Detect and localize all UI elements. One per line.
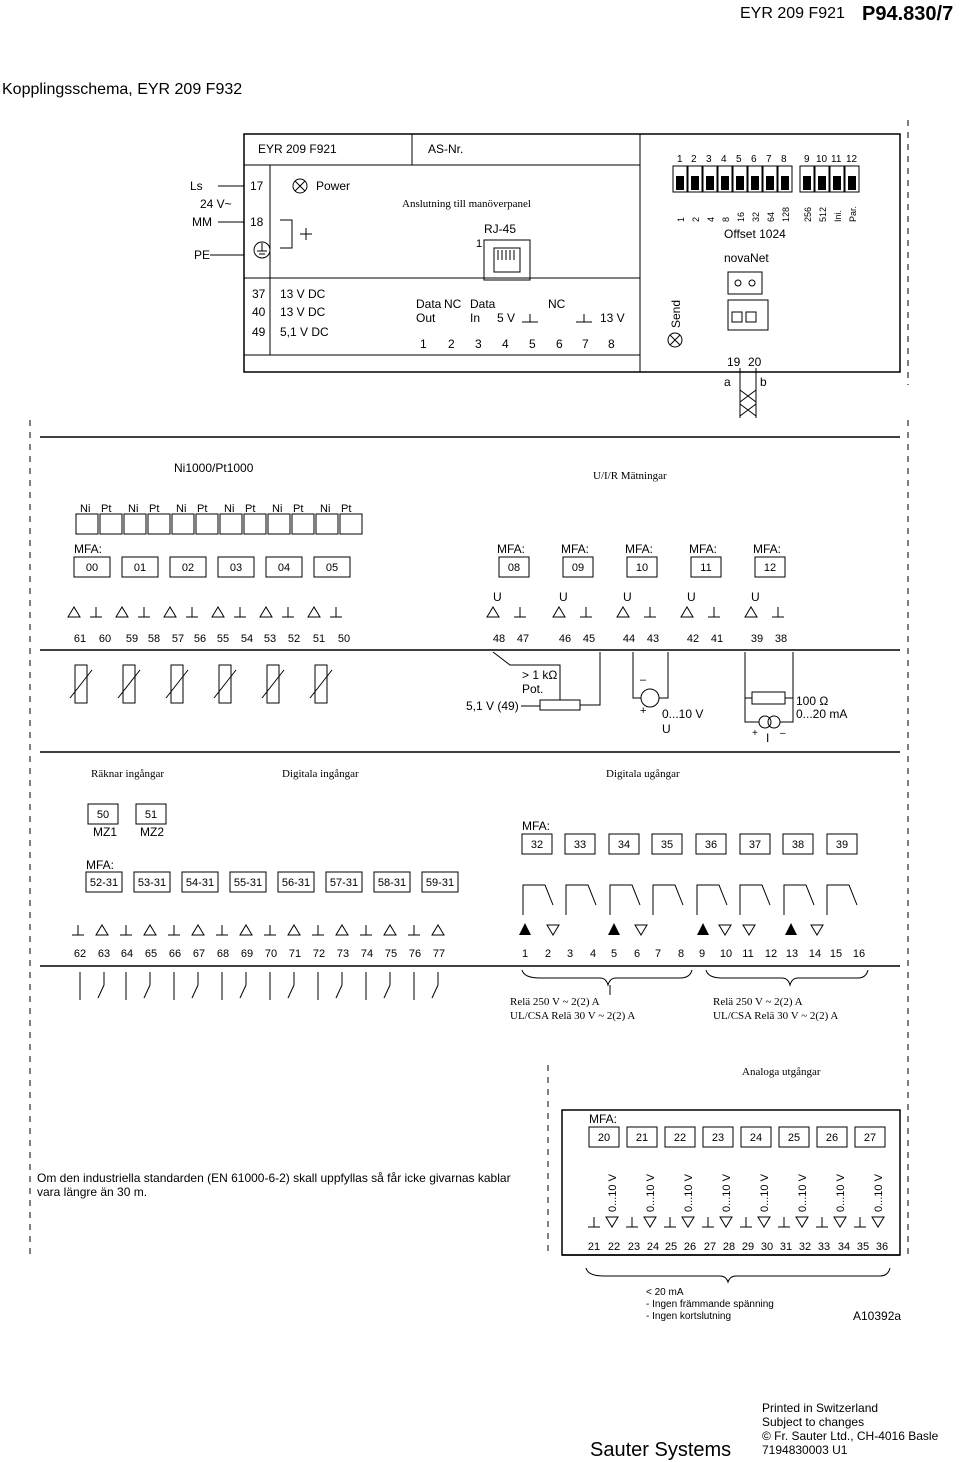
- terminal: 44: [622, 633, 636, 645]
- mfa-box-label: 00: [85, 562, 99, 574]
- label-ls: Ls: [190, 179, 203, 193]
- mfa-box-label: 01: [133, 562, 147, 574]
- dip-value: 512: [818, 206, 828, 222]
- terminal: 68: [216, 948, 230, 960]
- dip-value: Ini.: [833, 209, 843, 222]
- measurement-title: U/I/R Mätningar: [593, 470, 667, 482]
- u-label: U: [493, 590, 502, 604]
- u-range-label: 0...10 V: [662, 707, 704, 721]
- terminal: 5: [610, 948, 618, 960]
- terminal-19: 19: [727, 355, 741, 369]
- ao-range: 0...10 V: [797, 1174, 809, 1212]
- mz1-label: MZ1: [93, 825, 117, 839]
- dip-value: 16: [736, 211, 746, 222]
- ni-label: Ni: [224, 503, 235, 515]
- sensor-title: Ni1000/Pt1000: [174, 461, 254, 475]
- dip-value: 128: [781, 206, 791, 222]
- terminal: 26: [683, 1241, 697, 1253]
- terminal: 29: [741, 1241, 755, 1253]
- pt-label: Pt: [197, 503, 208, 515]
- label-mm: MM: [192, 215, 212, 229]
- rj45-label: RJ-45: [484, 222, 517, 236]
- terminal-37: 37: [252, 287, 266, 301]
- power-label: Power: [316, 179, 351, 193]
- mfa-box-label: 10: [635, 562, 649, 574]
- terminal: 56: [193, 633, 207, 645]
- v5-label: 5 V: [497, 311, 516, 325]
- digital-out-title: Digitala ugångar: [606, 768, 680, 780]
- terminal: 39: [750, 633, 764, 645]
- pin: 6: [556, 337, 563, 351]
- din-box-label: 57-31: [329, 877, 359, 889]
- ao-range: 0...10 V: [835, 1174, 847, 1212]
- mfa-label: MFA:: [753, 542, 782, 556]
- terminal: 35: [856, 1241, 870, 1253]
- footer-line: 7194830003 U1: [762, 1443, 848, 1457]
- mfa-box-label: 05: [325, 562, 339, 574]
- rj45-pin1: 1: [476, 238, 483, 250]
- dout-box-label: 35: [660, 839, 674, 851]
- terminal: 61: [73, 633, 87, 645]
- terminal: 70: [264, 948, 278, 960]
- v13-dc-b: 13 V DC: [280, 305, 326, 319]
- terminal: 24: [646, 1241, 660, 1253]
- pt-label: Pt: [293, 503, 304, 515]
- header-doc-code: P94.830/7: [862, 3, 954, 25]
- terminal: 50: [337, 633, 351, 645]
- terminal: 67: [192, 948, 206, 960]
- bus-a: a: [724, 375, 731, 389]
- terminal: 1: [521, 948, 529, 960]
- digital-in-title: Digitala ingångar: [282, 768, 359, 780]
- minus-label: –: [780, 728, 786, 739]
- ao-box-label: 27: [863, 1132, 877, 1144]
- dout-box-label: 34: [617, 839, 631, 851]
- terminal: 75: [384, 948, 398, 960]
- dip-value: 64: [766, 211, 776, 222]
- dip-value: 1: [676, 216, 686, 222]
- pin: 1: [420, 337, 427, 351]
- ao-note-line: - Ingen främmande spänning: [646, 1299, 774, 1310]
- din-box-label: 54-31: [185, 877, 215, 889]
- pot-min-label: > 1 kΩ: [522, 668, 558, 682]
- dout-box-label: 32: [530, 839, 544, 851]
- dip-label: 4: [721, 154, 727, 165]
- terminal: 71: [288, 948, 302, 960]
- din-box-label: 56-31: [281, 877, 311, 889]
- dip-value: 4: [706, 216, 716, 222]
- terminal-18: 18: [250, 215, 264, 229]
- ao-range: 0...10 V: [873, 1174, 885, 1212]
- plus-label: +: [640, 705, 647, 717]
- ao-range: 0...10 V: [683, 1174, 695, 1212]
- terminal-20: 20: [748, 355, 762, 369]
- terminal: 53: [263, 633, 277, 645]
- page-title: Kopplingsschema, EYR 209 F932: [2, 81, 243, 98]
- relay-a-line2: UL/CSA Relä 30 V ~ 2(2) A: [510, 1010, 636, 1022]
- terminal: 23: [627, 1241, 641, 1253]
- u-label: U: [751, 590, 760, 604]
- terminal: 8: [677, 948, 685, 960]
- mfa-box-label: 04: [277, 562, 291, 574]
- terminal: 12: [764, 948, 778, 960]
- dip-value: 256: [803, 206, 813, 222]
- u-label: U: [559, 590, 568, 604]
- unit-as-nr: AS-Nr.: [428, 142, 464, 156]
- label-pe: PE: [194, 248, 211, 262]
- din-box-label: 58-31: [377, 877, 407, 889]
- relay-b-line2: UL/CSA Relä 30 V ~ 2(2) A: [713, 1010, 839, 1022]
- mfa-label: MFA:: [625, 542, 654, 556]
- norm-note-line2: vara längre än 30 m.: [37, 1185, 148, 1199]
- ni-label: Ni: [320, 503, 331, 515]
- terminal: 55: [216, 633, 230, 645]
- terminal: 69: [240, 948, 254, 960]
- u-label: U: [687, 590, 696, 604]
- ao-range: 0...10 V: [607, 1174, 619, 1212]
- terminal: 14: [808, 948, 822, 960]
- dip-label: 8: [781, 154, 787, 165]
- terminal: 42: [686, 633, 700, 645]
- mfa-label: MFA:: [74, 542, 103, 556]
- terminal: 63: [97, 948, 111, 960]
- v51-dc: 5,1 V DC: [280, 325, 329, 339]
- terminal: 27: [703, 1241, 717, 1253]
- mfa-box-label: 11: [700, 562, 712, 574]
- mfa-label: MFA:: [689, 542, 718, 556]
- data-in-2: In: [470, 311, 481, 325]
- dip-label: 7: [766, 154, 772, 165]
- terminal: 58: [147, 633, 161, 645]
- terminal-49: 49: [252, 325, 266, 339]
- norm-note-line1: Om den industriella standarden (EN 61000-6-2) skall uppfyllas så får icke givarnas kablar: [37, 1171, 511, 1185]
- terminal: 62: [73, 948, 87, 960]
- ao-range: 0...10 V: [759, 1174, 771, 1212]
- dip-label: 5: [736, 154, 742, 165]
- ao-range: 0...10 V: [645, 1174, 657, 1212]
- ao-box-label: 25: [787, 1132, 801, 1144]
- mfa-label: MFA:: [589, 1112, 618, 1126]
- terminal: 74: [360, 948, 374, 960]
- dout-box-label: 37: [748, 839, 762, 851]
- pin: 4: [502, 337, 509, 351]
- din-box-label: 55-31: [233, 877, 263, 889]
- terminal: 7: [654, 948, 662, 960]
- terminal: 13: [785, 948, 799, 960]
- pin: 2: [448, 337, 455, 351]
- dip-value: 2: [691, 216, 701, 222]
- terminal: 73: [336, 948, 350, 960]
- pt-label: Pt: [101, 503, 112, 515]
- terminal: 45: [582, 633, 596, 645]
- dip-value: 8: [721, 216, 731, 222]
- mfa-label: MFA:: [497, 542, 526, 556]
- terminal: 30: [760, 1241, 774, 1253]
- dip-label: 10: [816, 154, 828, 165]
- header-model: EYR 209 F921: [740, 5, 845, 22]
- novanet-label: novaNet: [724, 251, 769, 265]
- footer-line: Printed in Switzerland: [762, 1401, 879, 1415]
- dip-label: 9: [804, 154, 810, 165]
- pin: 3: [475, 337, 482, 351]
- terminal: 59: [125, 633, 139, 645]
- plus-label: +: [752, 728, 758, 739]
- bus-b: b: [760, 375, 767, 389]
- pin: 7: [582, 337, 589, 351]
- u-label: U: [623, 590, 632, 604]
- unit-model: EYR 209 F921: [258, 142, 337, 156]
- minus-label: –: [640, 674, 647, 686]
- terminal: 64: [120, 948, 134, 960]
- terminal: 66: [168, 948, 182, 960]
- terminal: 16: [852, 948, 866, 960]
- relay-a-line1: Relä 250 V ~ 2(2) A: [510, 996, 600, 1008]
- terminal: 2: [544, 948, 552, 960]
- terminal: 28: [722, 1241, 736, 1253]
- nc-1: NC: [444, 297, 462, 311]
- terminal: 3: [566, 948, 574, 960]
- terminal: 76: [408, 948, 422, 960]
- footer-line: © Fr. Sauter Ltd., CH-4016 Basle: [762, 1429, 939, 1443]
- dip-label: 11: [831, 154, 842, 165]
- dout-box-label: 39: [835, 839, 849, 851]
- dout-box-label: 38: [791, 839, 805, 851]
- din-box-label: 53-31: [137, 877, 167, 889]
- analog-title: Analoga utgångar: [742, 1066, 821, 1078]
- ao-box-label: 24: [749, 1132, 763, 1144]
- dip-value: Par.: [848, 205, 858, 222]
- send-label: Send: [669, 299, 683, 328]
- mfa-box-label: 12: [763, 562, 777, 574]
- terminal: 57: [171, 633, 185, 645]
- mfa-label: MFA:: [561, 542, 590, 556]
- footer-line: Subject to changes: [762, 1415, 865, 1429]
- ni-label: Ni: [272, 503, 283, 515]
- terminal: 15: [829, 948, 843, 960]
- terminal: 6: [633, 948, 641, 960]
- dip-label: 6: [751, 154, 757, 165]
- ao-range: 0...10 V: [721, 1174, 733, 1212]
- ao-box-label: 26: [825, 1132, 839, 1144]
- dout-box-label: 36: [704, 839, 718, 851]
- pt-label: Pt: [149, 503, 160, 515]
- terminal: 77: [432, 948, 446, 960]
- ao-box-label: 23: [711, 1132, 725, 1144]
- counter-title: Räknar ingångar: [91, 768, 164, 780]
- v13-label: 13 V: [600, 311, 625, 325]
- terminal: 21: [587, 1241, 601, 1253]
- i-symbol: I: [766, 731, 770, 745]
- terminal: 31: [779, 1241, 793, 1253]
- v13-dc-a: 13 V DC: [280, 287, 326, 301]
- terminal: 54: [240, 633, 254, 645]
- pt-label: Pt: [341, 503, 352, 515]
- terminal: 52: [287, 633, 301, 645]
- ao-box-label: 22: [673, 1132, 687, 1144]
- brand-name: Sauter Systems: [590, 1439, 732, 1461]
- data-out-2: Out: [416, 311, 436, 325]
- terminal: 11: [742, 948, 754, 960]
- terminal: 25: [664, 1241, 678, 1253]
- data-in-1: Data: [470, 297, 496, 311]
- ni-label: Ni: [176, 503, 187, 515]
- mfa-box-label: 08: [507, 562, 521, 574]
- mz-box-label: 51: [144, 809, 158, 821]
- mfa-box-label: 02: [181, 562, 195, 574]
- terminal-40: 40: [252, 305, 266, 319]
- mz2-label: MZ2: [140, 825, 164, 839]
- ma-label: 0...20 mA: [796, 707, 848, 721]
- pt-label: Pt: [245, 503, 256, 515]
- terminal: 48: [492, 633, 506, 645]
- terminal: 38: [774, 633, 788, 645]
- mfa-box-label: 09: [571, 562, 585, 574]
- mfa-label: MFA:: [86, 858, 115, 872]
- nc-2: NC: [548, 297, 566, 311]
- ao-box-label: 20: [597, 1132, 611, 1144]
- terminal-17: 17: [250, 179, 264, 193]
- mfa-label: MFA:: [522, 819, 551, 833]
- terminal: 34: [837, 1241, 851, 1253]
- terminal: 47: [516, 633, 530, 645]
- terminal: 10: [719, 948, 733, 960]
- drawing-code: A10392a: [853, 1309, 902, 1323]
- terminal: 36: [875, 1241, 889, 1253]
- terminal: 65: [144, 948, 158, 960]
- panel-caption: Anslutning till manöverpanel: [402, 198, 531, 210]
- dip-label: 3: [706, 154, 712, 165]
- data-out-1: Data: [416, 297, 442, 311]
- din-box-label: 52-31: [89, 877, 119, 889]
- terminal: 60: [98, 633, 112, 645]
- u-symbol: U: [662, 722, 671, 736]
- dip-value: 32: [751, 211, 761, 222]
- label-24v: 24 V~: [200, 197, 232, 211]
- dip-label: 1: [677, 154, 683, 165]
- ao-box-label: 21: [635, 1132, 649, 1144]
- mfa-box-label: 03: [229, 562, 243, 574]
- dout-box-label: 33: [573, 839, 587, 851]
- ao-note-line: < 20 mA: [646, 1287, 684, 1298]
- mz-box-label: 50: [96, 809, 110, 821]
- terminal: 22: [607, 1241, 621, 1253]
- ao-note-line: - Ingen kortslutning: [646, 1311, 732, 1322]
- terminal: 41: [710, 633, 724, 645]
- ni-label: Ni: [128, 503, 139, 515]
- dip-label: 2: [691, 154, 697, 165]
- terminal: 33: [817, 1241, 831, 1253]
- din-box-label: 59-31: [425, 877, 455, 889]
- terminal: 46: [558, 633, 572, 645]
- relay-b-line1: Relä 250 V ~ 2(2) A: [713, 996, 803, 1008]
- pot-supply-label: 5,1 V (49): [466, 699, 519, 713]
- offset-label: Offset 1024: [724, 227, 786, 241]
- terminal: 32: [798, 1241, 812, 1253]
- terminal: 72: [312, 948, 326, 960]
- pin: 5: [529, 337, 536, 351]
- ohm-label: 100 Ω: [796, 694, 829, 708]
- pin: 8: [608, 337, 615, 351]
- terminal: 4: [589, 948, 597, 960]
- terminal: 51: [312, 633, 326, 645]
- ni-label: Ni: [80, 503, 91, 515]
- dip-label: 12: [846, 154, 858, 165]
- terminal: 43: [646, 633, 660, 645]
- terminal: 9: [698, 948, 706, 960]
- pot-label: Pot.: [522, 682, 544, 696]
